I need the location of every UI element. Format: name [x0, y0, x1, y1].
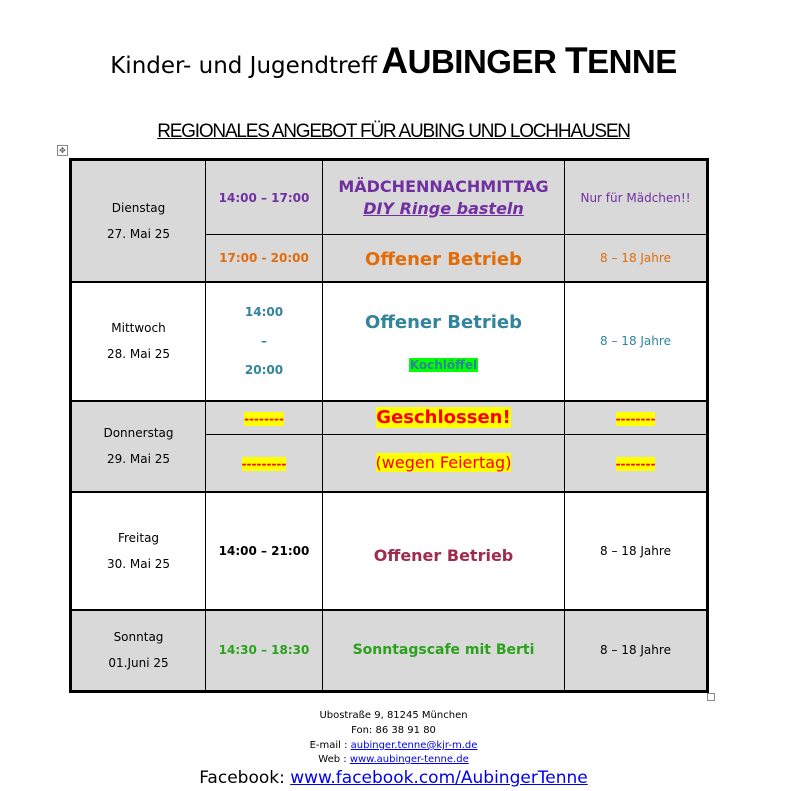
- day-cell-sunday: [71, 610, 206, 692]
- title-prefix: Kinder- und Jugendtreff: [110, 53, 377, 79]
- table-row: [71, 401, 708, 435]
- day-name: Freitag: [117, 530, 160, 545]
- time-dashes: --------: [244, 412, 284, 427]
- time-start: 14:00: [244, 304, 284, 319]
- day-date: 30. Mai 25: [106, 556, 171, 571]
- day-date: 27. Mai 25: [106, 226, 171, 241]
- event-cell: [323, 401, 565, 435]
- footer-email-line: [0, 740, 787, 751]
- day-date: 29. Mai 25: [106, 452, 171, 466]
- event-cell: [323, 282, 565, 401]
- day-cell-friday: [71, 492, 206, 610]
- time-cell: [206, 282, 323, 401]
- table-row: [71, 492, 708, 610]
- event-title: Sonntagscafe mit Berti: [323, 610, 565, 692]
- note-cell: 8 – 18 Jahre: [565, 610, 708, 692]
- event-subtitle: (wegen Feiertag): [375, 453, 512, 473]
- day-cell-wednesday: [71, 282, 206, 401]
- table-resize-handle[interactable]: [707, 693, 715, 701]
- email-label: E-mail :: [309, 740, 348, 751]
- day-name: Mittwoch: [111, 321, 166, 335]
- time-cell: 14:00 – 17:00: [206, 160, 323, 235]
- event-cell: [323, 160, 565, 235]
- note-dashes: --------: [615, 412, 656, 427]
- event-title: MÄDCHENNACHMITTAG: [338, 176, 549, 196]
- time-end: 20:00: [244, 362, 284, 377]
- time-cell: 14:00 – 21:00: [206, 492, 323, 610]
- page-subtitle: REGIONALES ANGEBOT FÜR AUBING UND LOCHHAUSEN: [157, 121, 630, 142]
- footer-web-line: [0, 754, 787, 765]
- table-row: [71, 610, 708, 692]
- note-dashes: --------: [615, 457, 656, 472]
- day-name: Dienstag: [111, 200, 166, 215]
- day-name: Sonntag: [113, 630, 164, 645]
- event-title: Offener Betrieb: [365, 311, 522, 333]
- event-subtitle: DIY Ringe basteln: [363, 198, 524, 218]
- time-cell: [206, 435, 323, 492]
- time-cell: 17:00 - 20:00: [206, 235, 323, 282]
- event-title: Offener Betrieb: [323, 235, 565, 282]
- facebook-link[interactable]: www.facebook.com/AubingerTenne: [290, 768, 588, 788]
- time-cell: 14:30 – 18:30: [206, 610, 323, 692]
- event-title: Offener Betrieb: [323, 492, 565, 610]
- note-cell: 8 – 18 Jahre: [565, 235, 708, 282]
- time-dashes: ---------: [241, 457, 287, 472]
- brand-initial-t: T: [564, 40, 588, 81]
- note-cell: [565, 401, 708, 435]
- day-name: Donnerstag: [103, 426, 174, 440]
- footer-phone: Fon: 86 38 91 80: [351, 725, 436, 736]
- table-row: [71, 160, 708, 235]
- web-label: Web :: [318, 754, 347, 765]
- day-cell-thursday: [71, 401, 206, 492]
- day-date: 28. Mai 25: [106, 347, 171, 361]
- event-title: Geschlossen!: [376, 407, 511, 429]
- brand-rest-a: UBINGER: [407, 43, 557, 80]
- event-cell: [323, 435, 565, 492]
- day-date: 01.Juni 25: [108, 656, 169, 671]
- brand-initial-a: A: [381, 40, 408, 81]
- brand-name: [381, 40, 677, 81]
- brand-rest-t: ENNE: [587, 43, 677, 80]
- note-cell: 8 – 18 Jahre: [565, 282, 708, 401]
- email-link[interactable]: aubinger.tenne@kjr-m.de: [350, 740, 478, 751]
- note-cell: Nur für Mädchen!!: [565, 160, 708, 235]
- footer-address: Ubostraße 9, 81245 München: [319, 710, 468, 721]
- web-link[interactable]: www.aubinger-tenne.de: [349, 754, 469, 765]
- table-row: [71, 282, 708, 401]
- time-cell: [206, 401, 323, 435]
- note-cell: 8 – 18 Jahre: [565, 492, 708, 610]
- schedule-table: [69, 158, 709, 693]
- table-move-handle-icon[interactable]: ✥: [57, 145, 68, 156]
- time-separator: –: [261, 333, 267, 348]
- footer-facebook-line: [0, 768, 787, 788]
- page-title: [0, 40, 787, 82]
- facebook-label: Facebook:: [199, 768, 285, 788]
- event-badge: Kochlöffel: [409, 357, 478, 372]
- day-cell-tuesday: [71, 160, 206, 282]
- note-cell: [565, 435, 708, 492]
